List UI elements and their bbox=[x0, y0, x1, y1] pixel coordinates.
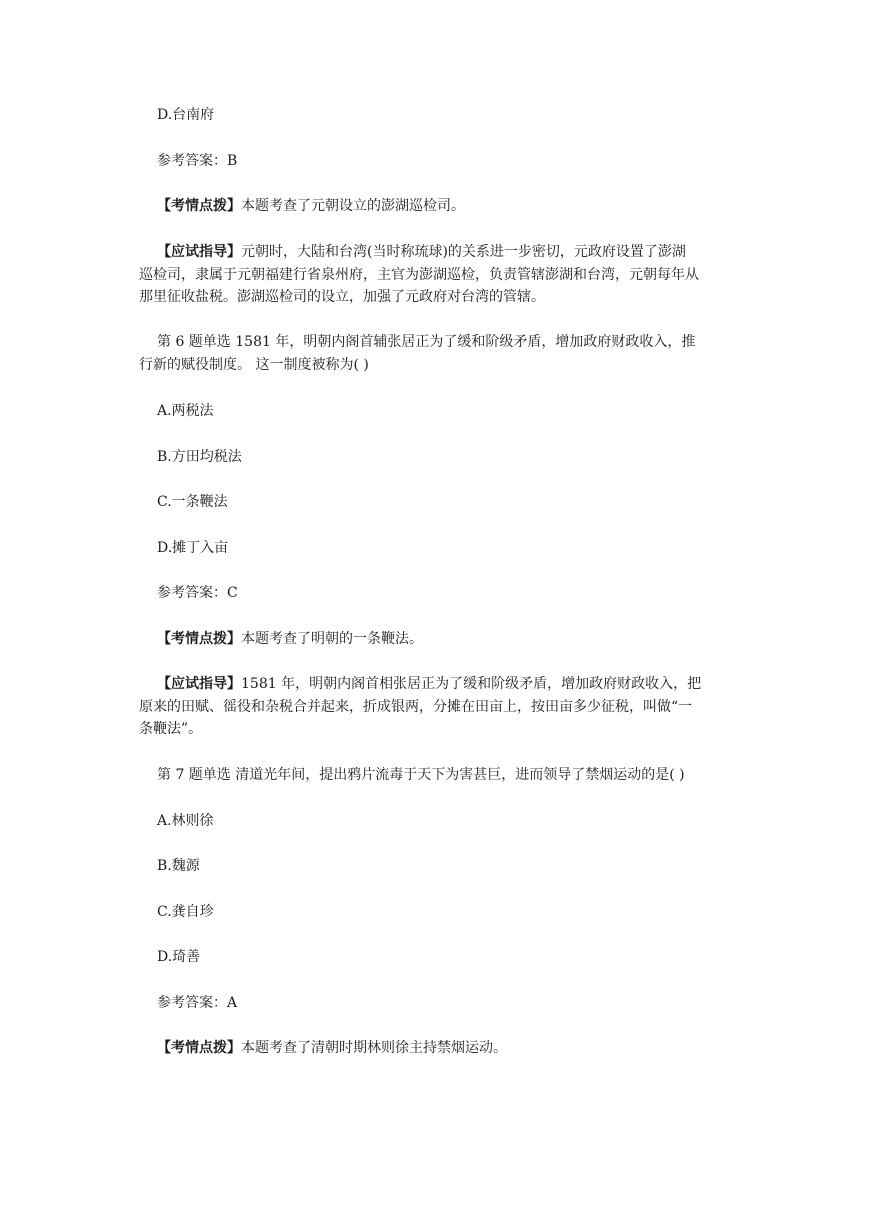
q7-exam-point bbox=[157, 1037, 742, 1060]
q6-guide-line-1 bbox=[157, 673, 742, 696]
q6-option-d: D.摊丁入亩 bbox=[157, 540, 229, 556]
q6-answer: 参考答案：C bbox=[157, 585, 238, 601]
q6-exam-point-label: 【考情点拨】 bbox=[157, 631, 241, 647]
q6-exam-point-text: 本题考查了明朝的一条鞭法。 bbox=[241, 631, 423, 647]
q6-guide-text-1: 1581 年，明朝内阁首相张居正为了缓和阶级矛盾，增加政府财政收入，把 bbox=[241, 676, 702, 692]
q6-stem-line-2: 行新的赋役制度。 这一制度被称为( ) bbox=[139, 356, 369, 373]
q6-exam-guide bbox=[139, 673, 742, 741]
q6-stem bbox=[139, 331, 742, 376]
q5-exam-point bbox=[157, 195, 742, 218]
q5-exam-guide bbox=[139, 241, 742, 309]
q7-stem: 第 7 题单选 清道光年间，提出鸦片流毒于天下为害甚巨，进而领导了禁烟运动的是( ) bbox=[157, 767, 685, 783]
q5-guide-label: 【应试指导】 bbox=[157, 244, 241, 260]
q5-exam-point-label: 【考情点拨】 bbox=[157, 198, 241, 214]
q7-option-c: C.龚自珍 bbox=[157, 904, 214, 920]
q5-guide-line-2: 巡检司，隶属于元朝福建行省泉州府，主官为澎湖巡检，负责管辖澎湖和台湾，元朝每年从 bbox=[139, 266, 699, 283]
q7-answer: 参考答案：A bbox=[157, 995, 238, 1011]
q5-guide-text-1: 元朝时，大陆和台湾(当时称琉球)的关系进一步密切，元政府设置了澎湖 bbox=[241, 244, 686, 260]
q6-option-c: C.一条鞭法 bbox=[157, 494, 228, 510]
q7-option-d: D.琦善 bbox=[157, 949, 201, 965]
q5-exam-point-text: 本题考查了元朝设立的澎湖巡检司。 bbox=[241, 198, 465, 214]
q6-guide-label: 【应试指导】 bbox=[157, 676, 241, 692]
q7-exam-point-label: 【考情点拨】 bbox=[157, 1040, 241, 1056]
q7-option-b: B.魏源 bbox=[157, 858, 200, 874]
q6-stem-line-1: 第 6 题单选 1581 年，明朝内阁首辅张居正为了缓和阶级矛盾，增加政府财政收入，推 bbox=[157, 334, 696, 350]
q5-guide-line-3: 那里征收盐税。澎湖巡检司的设立，加强了元政府对台湾的管辖。 bbox=[139, 289, 545, 305]
q5-guide-line-1 bbox=[157, 241, 742, 264]
q5-answer: 参考答案：B bbox=[157, 153, 238, 169]
q6-guide-line-2: 原来的田赋、徭役和杂税合并起来，折成银两，分摊在田亩上，按田亩多少征税，叫做“一 bbox=[139, 698, 693, 715]
q6-guide-line-3: 条鞭法”。 bbox=[139, 721, 203, 737]
q7-exam-point-text: 本题考查了清朝时期林则徐主持禁烟运动。 bbox=[241, 1040, 507, 1056]
q7-option-a: A.林则徐 bbox=[157, 813, 214, 829]
q6-exam-point bbox=[157, 628, 742, 651]
q6-option-a: A.两税法 bbox=[157, 403, 214, 419]
q6-option-b: B.方田均税法 bbox=[157, 449, 242, 465]
q5-option-d: D.台南府 bbox=[157, 107, 215, 123]
